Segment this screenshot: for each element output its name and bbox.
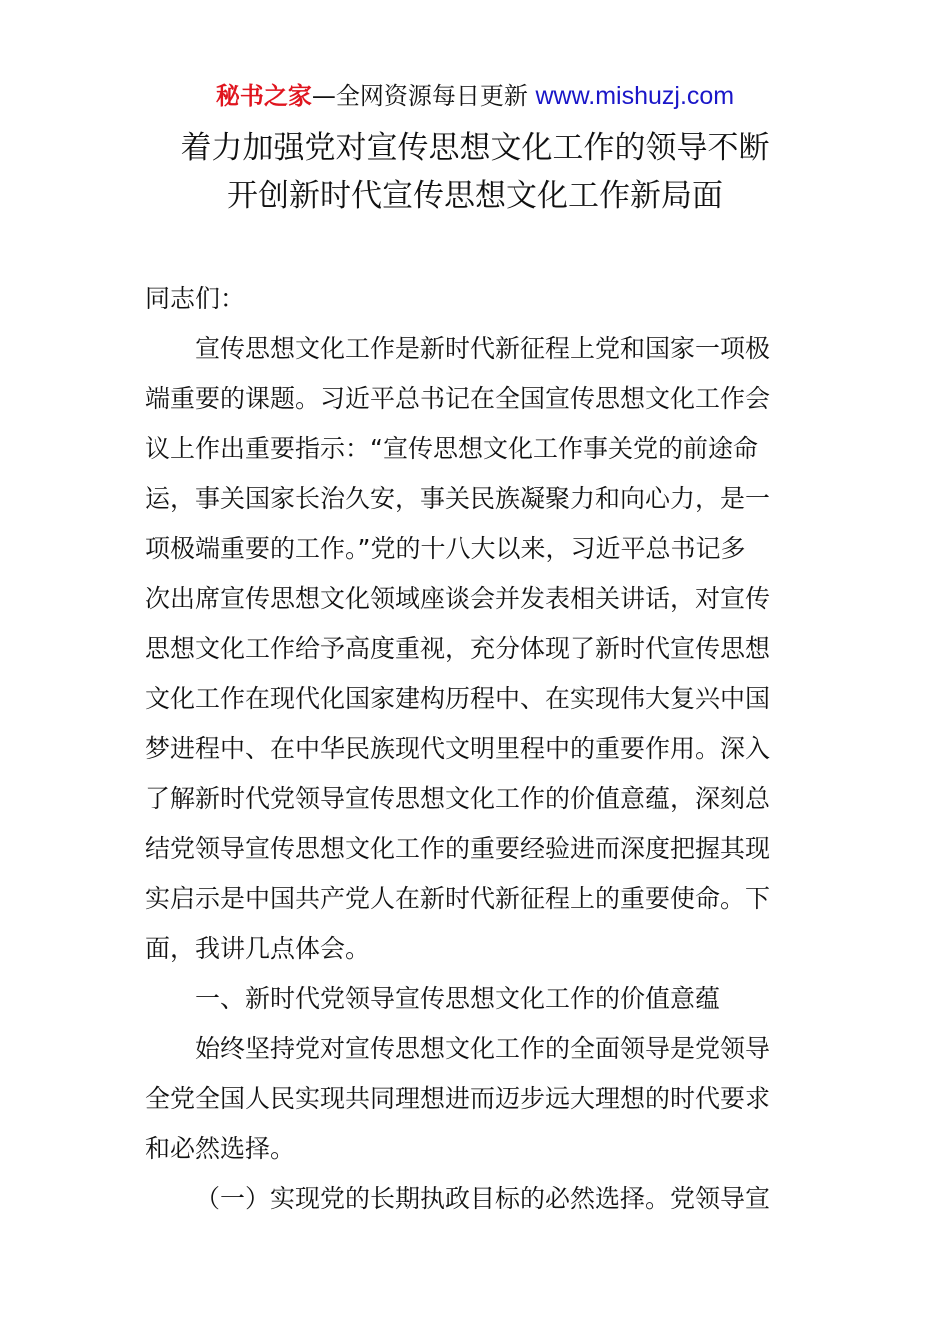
paragraph-line: 始终坚持党对宣传思想文化工作的全面领导是党领导 xyxy=(195,1034,771,1063)
paragraph-line: 宣传思想文化工作是新时代新征程上党和国家一项极 xyxy=(195,334,771,363)
paragraph-line: 全党全国人民实现共同理想进而迈步远大理想的时代要求 xyxy=(145,1084,771,1113)
brand-name: 秘书之家 xyxy=(215,82,312,110)
section-heading: 一、新时代党领导宣传思想文化工作的价值意蕴 xyxy=(195,984,721,1013)
document-body xyxy=(145,274,810,1224)
salutation: 同志们： xyxy=(145,284,246,313)
paragraph-line: 次出席宣传思想文化领域座谈会并发表相关讲话，对宣传 xyxy=(145,584,771,613)
paragraph-line: 实启示是中国共产党人在新时代新征程上的重要使命。下 xyxy=(145,884,771,913)
paragraph-line: 文化工作在现代化国家建构历程中、在实现伟大复兴中国 xyxy=(145,684,771,713)
paragraph-line: 面，我讲几点体会。 xyxy=(145,934,371,963)
document-title-line-1: 着力加强党对宣传思想文化工作的领导不断 xyxy=(180,130,770,166)
paragraph-line: 端重要的课题。习近平总书记在全国宣传思想文化工作会 xyxy=(145,384,771,413)
document-title-line-2: 开创新时代宣传思想文化工作新局面 xyxy=(227,178,723,214)
paragraph-line: 梦进程中、在中华民族现代文明里程中的重要作用。深入 xyxy=(145,734,771,763)
header-slogan: —全网资源每日更新 xyxy=(311,82,528,110)
paragraph-line: 运，事关国家长治久安，事关民族凝聚力和向心力，是一 xyxy=(145,484,771,513)
paragraph-line: 了解新时代党领导宣传思想文化工作的价值意蕴，深刻总 xyxy=(145,784,771,813)
paragraph-line: 议上作出重要指示：“宣传思想文化工作事关党的前途命 xyxy=(145,434,758,463)
site-url-link[interactable]: www.mishuzj.com xyxy=(535,82,735,110)
site-header xyxy=(0,78,950,114)
paragraph-line: 项极端重要的工作。”党的十八大以来，习近平总书记多 xyxy=(145,534,746,563)
subsection-line: （一）实现党的长期执政目标的必然选择。党领导宣 xyxy=(195,1184,771,1213)
paragraph-line: 和必然选择。 xyxy=(145,1134,296,1163)
paragraph-line: 思想文化工作给予高度重视，充分体现了新时代宣传思想 xyxy=(145,634,771,663)
paragraph-line: 结党领导宣传思想文化工作的重要经验进而深度把握其现 xyxy=(145,834,771,863)
